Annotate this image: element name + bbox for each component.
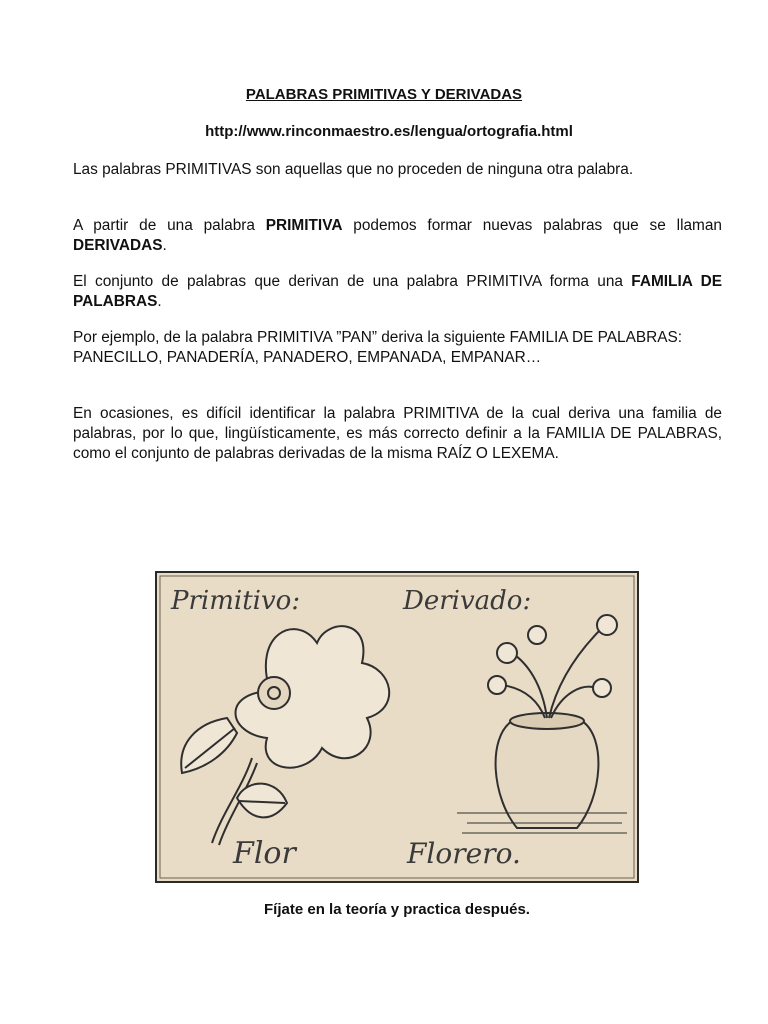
text-run: A partir de una palabra — [73, 217, 266, 234]
illustration-flor-florero — [155, 571, 639, 883]
text-run: . — [157, 293, 162, 310]
paragraph-definition: Las palabras PRIMITIVAS son aquellas que no proceden de ninguna otra palabra. — [73, 161, 634, 178]
label-primitivo: Primitivo: — [171, 586, 301, 616]
text-run: El conjunto de palabras que derivan de una palabra PRIMITIVA forma una — [73, 273, 632, 290]
bold-term-familia: FAMILIA DE PALABRAS — [73, 273, 722, 310]
page-title: PALABRAS PRIMITIVAS Y DERIVADAS — [245, 86, 523, 103]
paragraph-lexema: En ocasiones, es difícil identificar la palabra PRIMITIVA de la cual deriva una familia de palabras, por lo que, lingüísticamente, es más correcto definir a la FAMILIA DE PALABRAS, como el conjunto de palabras derivadas de la misma RAÍZ O LEXEMA. — [73, 405, 722, 462]
bold-term-primitiva: PRIMITIVA — [265, 217, 343, 234]
bold-term-derivadas: DERIVADAS — [73, 237, 163, 254]
flower-drawing — [181, 626, 389, 845]
paragraph-example: Por ejemplo, de la palabra PRIMITIVA ”PAN” deriva la siguiente FAMILIA DE PALABRAS: PANECILLO, PANADERÍA, PANADERO, EMPANADA, EMPANAR… — [73, 329, 683, 366]
illustration-drawing — [157, 573, 637, 881]
vase-drawing — [457, 615, 627, 833]
word-flor: Flor — [233, 836, 296, 871]
paragraph-familia — [73, 272, 722, 312]
word-florero: Florero. — [407, 837, 521, 870]
text-run: . — [162, 237, 167, 254]
source-url: http://www.rinconmaestro.es/lengua/ortografia.html — [205, 123, 573, 140]
text-run: podemos formar nuevas palabras que se llaman — [342, 217, 722, 234]
label-derivado: Derivado: — [403, 586, 532, 616]
caption: Fíjate en la teoría y practica después. — [264, 901, 530, 918]
paragraph-derivadas — [73, 216, 722, 256]
